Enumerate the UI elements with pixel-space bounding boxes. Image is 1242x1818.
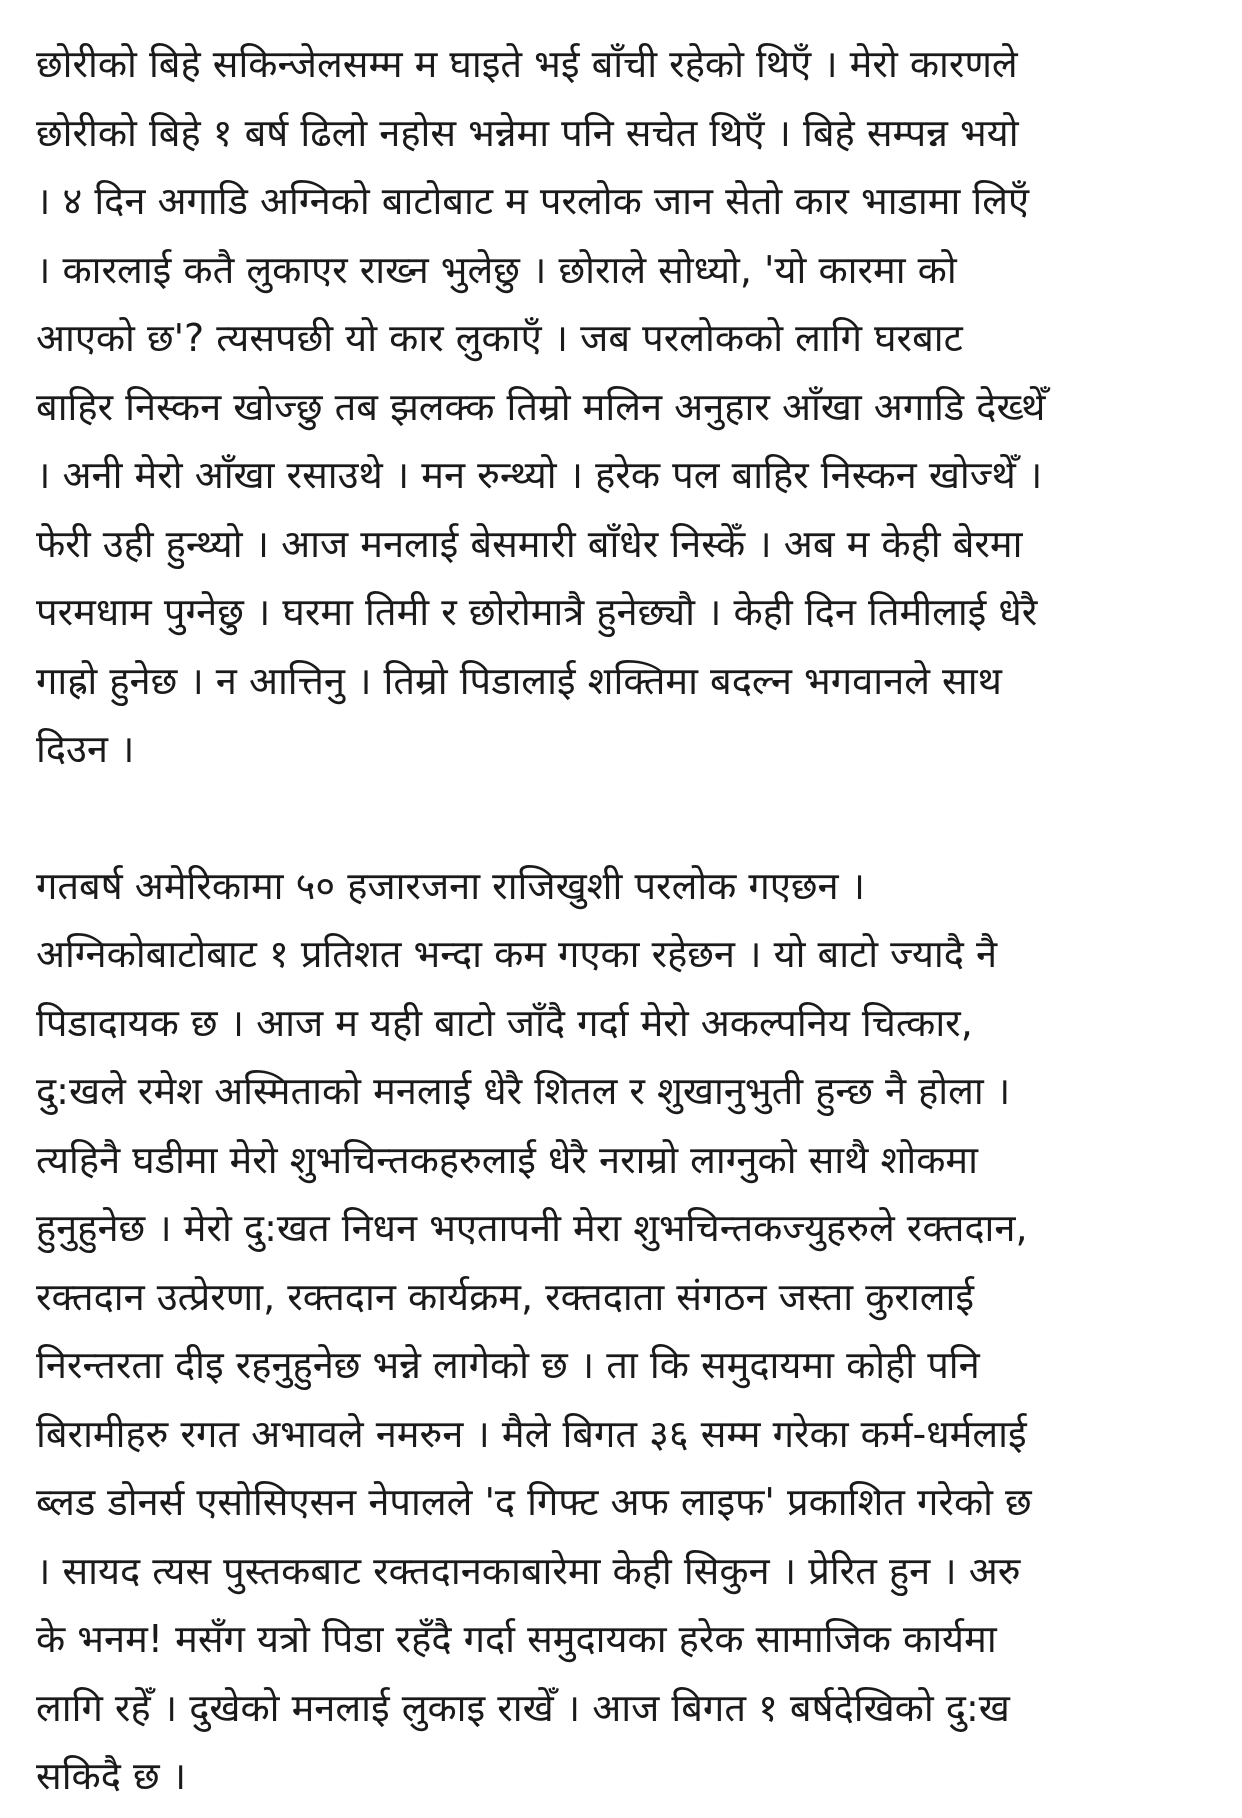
text-line: दु:खले रमेश अस्मिताको मनलाई धेरै शितल र शुखानुभुती हुन्छ नै होला । [36, 1069, 1011, 1113]
paragraph-2 [36, 852, 1206, 1811]
text-line: गतबर्ष अमेरिकामा ५० हजारजना राजिखुशी परलोक गएछन । [36, 863, 866, 908]
text-line: दिउन । [36, 727, 135, 771]
text-line: लागि रहेँ । दुखेको मनलाई लुकाइ राखेँ । आज बिगत १ बर्षदेखिको दु:ख [36, 1685, 1010, 1730]
text-line: बाहिर निस्कन खोज्छु तब झलक्क तिम्रो मलिन अनुहार आँखा अगाडि देख्थेँ [36, 384, 1046, 429]
text-line: फेरी उही हुन्थ्यो । आज मनलाई बेसमारी बाँधेर निस्केँ । अब म केही बेरमा [36, 521, 1023, 566]
text-line: आएको छ'? त्यसपछी यो कार लुकाएँ । जब परलोकको लागि घरबाट [36, 316, 963, 360]
text-line: । कारलाई कतै लुकाएर राख्न भुलेछु । छोराले सोध्यो, 'यो कारमा को [36, 247, 957, 292]
paragraph-1 [36, 30, 1206, 784]
text-line: ब्लड डोनर्स एसोसिएसन नेपालले 'द गिफ्ट अफ लाइफ' प्रकाशित गरेको छ [36, 1480, 1032, 1524]
text-line: । ४ दिन अगाडि अग्निको बाटोबाट म परलोक जान सेतो कार भाडामा लिएँ [36, 179, 1029, 223]
text-line: रक्तदान उत्प्रेरणा, रक्तदान कार्यक्रम, रक्तदाता संगठन जस्ता कुरालाई [36, 1274, 975, 1319]
text-line: अग्निकोबाटोबाट १ प्रतिशत भन्दा कम गएका रहेछन । यो बाटो ज्यादै नै [36, 932, 998, 976]
text-line: छोरीको बिहे १ बर्ष ढिलो नहोस भन्नेमा पनि सचेत थिएँ । बिहे सम्पन्न भयो [36, 110, 1019, 155]
text-line: हुनुहुनेछ । मेरो दु:खत निधन भएतापनी मेरा शुभचिन्तकज्युहरुले रक्तदान, [36, 1206, 1028, 1250]
text-line: बिरामीहरु रगत अभावले नमरुन । मैले बिगत ३६ सम्म गरेका कर्म-धर्मलाई [36, 1411, 1027, 1456]
paragraph-spacer [36, 784, 1206, 852]
text-line: त्यहिनै घडीमा मेरो शुभचिन्तकहरुलाई धेरै नराम्रो लाग्नुको साथै शोकमा [36, 1137, 978, 1182]
text-line: । अनी मेरो आँखा रसाउथे । मन रुन्थ्यो । हरेक पल बाहिर निस्कन खोज्थेँ । [36, 453, 1043, 497]
text-line: । सायद त्यस पुस्तकबाट रक्तदानकाबारेमा केही सिकुन । प्रेरित हुन । अरु [36, 1548, 1021, 1593]
text-line: परमधाम पुग्नेछु । घरमा तिमी र छोरोमात्रै हुनेछ्यौ । केही दिन तिमीलाई धेरै [36, 590, 1038, 634]
text-line: के भनम! मसँग यत्रो पिडा रहँदै गर्दा समुदायका हरेक सामाजिक कार्यमा [36, 1617, 997, 1661]
text-line: पिडादायक छ । आज म यही बाटो जाँदै गर्दा मेरो अकल्पनिय चित्कार, [36, 1000, 973, 1045]
text-line: निरन्तरता दीइ रहनुहुनेछ भन्ने लागेको छ । ता कि समुदायमा कोही पनि [36, 1343, 980, 1387]
text-line: सकिदै छ । [36, 1754, 187, 1798]
text-line: गाह्रो हुनेछ । न आत्तिनु । तिम्रो पिडालाई शक्तिमा बदल्न भगवानले साथ [36, 658, 1002, 703]
text-line: छोरीको बिहे सकिन्जेलसम्म म घाइते भई बाँची रहेको थिएँ । मेरो कारणले [36, 42, 1018, 86]
